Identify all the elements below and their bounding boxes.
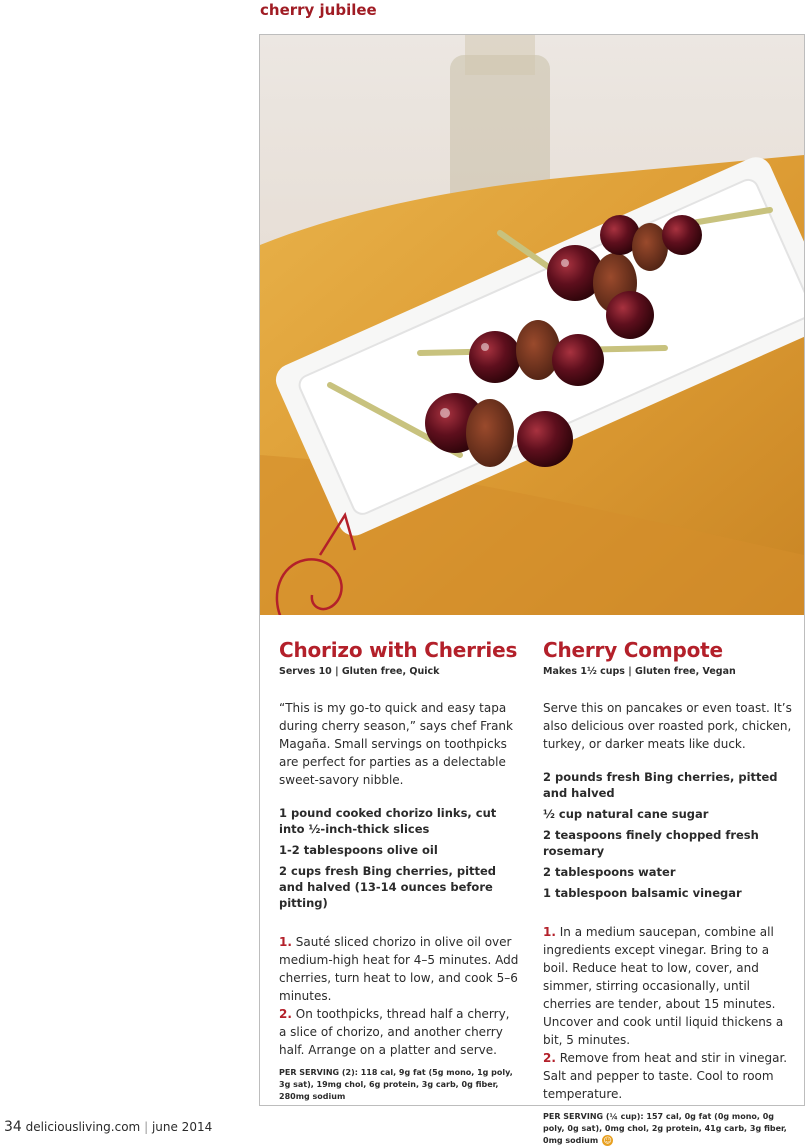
step-text: Sauté sliced chorizo in olive oil over medium-high heat for 4–5 minutes. Add cherries, turn heat to low, and cook 5–6 minutes. [279,935,519,1003]
site-name: deliciousliving.com [25,1120,141,1134]
recipe-panel [259,34,805,1145]
recipe-intro: “This is my go-to quick and easy tapa during cherry season,” says chef Frank Magaña. Small servings on toothpicks are perfect for parties as a delectable sweet-savory nibble. [279,701,513,787]
recipe-title: Cherry Compote [543,638,723,662]
issue-date: june 2014 [151,1120,213,1134]
recipe-title: Chorizo with Cherries [279,638,518,662]
recipe-subtitle: Serves 10 | Gluten free, Quick [279,666,440,677]
recipe-intro: Serve this on pancakes or even toast. It’s also delicious over roasted pork, chicken, turkey, or darker meats like duck. [543,701,792,751]
nutrition-info: PER SERVING (2): 118 cal, 9g fat (5g mono, 1g poly, 3g sat), 19mg chol, 6g protein, 3g carb, 0g fiber, 280mg sodium [279,1068,513,1101]
step-1 [279,933,519,1005]
ingredient-item: ½ cup natural cane sugar [543,807,709,821]
step-number: 1. [279,935,292,949]
recipe-subtitle: Makes 1½ cups | Gluten free, Vegan [543,666,736,677]
recipe-chorizo-with-cherries [279,637,519,1103]
page-footer [4,1119,212,1135]
ingredient-item: 1-2 tablespoons olive oil [279,843,438,857]
recipe-cherry-compote [543,637,793,1147]
ingredient-item: 1 tablespoon balsamic vinegar [543,886,742,900]
step-number: 2. [543,1051,556,1065]
ingredient-list [279,805,519,911]
ingredient-item: 2 tablespoons water [543,865,676,879]
footer-separator: | [144,1120,149,1134]
step-number: 1. [543,925,556,939]
section-label: cherry jubilee [260,1,377,19]
step-2 [279,1005,519,1059]
step-2 [543,1049,793,1103]
step-text: On toothpicks, thread half a cherry, a slice of chorizo, and another cherry half. Arrange on a platter and serve. [279,1007,510,1057]
step-text: In a medium saucepan, combine all ingredients except vinegar. Bring to a boil. Reduce heat to low, cover, and simmer, stirring occasionally, until cherries are tender, about 15 minutes. Uncover and cook until liquid thickens a bit, 5 minutes. [543,925,784,1047]
ingredient-list [543,769,793,901]
ingredient-item: 2 teaspoons finely chopped fresh rosemary [543,828,759,858]
ingredient-item: 2 cups fresh Bing cherries, pitted and halved (13-14 ounces before pitting) [279,864,497,910]
vegan-badge-icon: ☺ [603,1136,612,1145]
nutrition-text: PER SERVING (¼ cup): 157 cal, 0g fat (0g mono, 0g poly, 0g sat), 0mg chol, 2g protein, 41g carb, 3g fiber, 0mg sodium [543,1112,787,1145]
ingredient-item: 1 pound cooked chorizo links, cut into ½-inch-thick slices [279,806,497,836]
step-number: 2. [279,1007,292,1021]
nutrition-info [543,1111,793,1147]
ingredient-item: 2 pounds fresh Bing cherries, pitted and halved [543,770,778,800]
step-text: Remove from heat and stir in vinegar. Salt and pepper to taste. Cool to room temperature. [543,1051,788,1101]
step-1 [543,923,793,1049]
food-photo [260,35,804,615]
page-number: 34 [4,1119,22,1135]
